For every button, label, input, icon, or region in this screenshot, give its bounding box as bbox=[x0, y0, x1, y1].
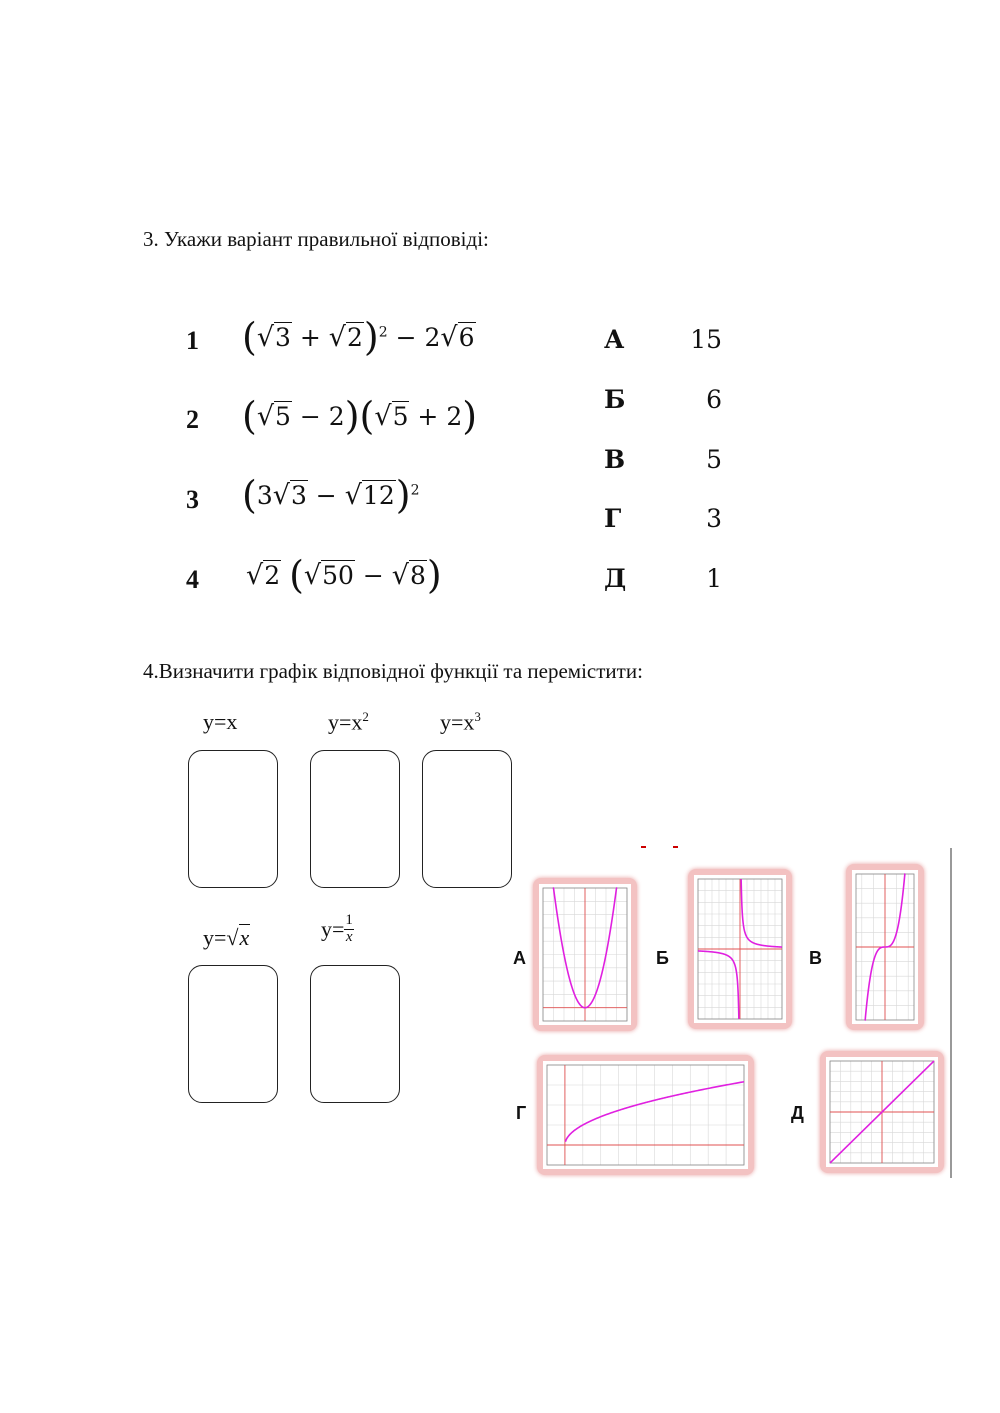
drop-zone-reciprocal[interactable] bbox=[310, 965, 400, 1103]
fraction-numerator: 1 bbox=[345, 912, 353, 928]
function-label-cube bbox=[440, 709, 481, 735]
expression-1: $(√3 + √2)^2 - 2√6$ bbox=[242, 315, 475, 359]
graph-label-b: Б bbox=[656, 948, 669, 968]
function-label-square bbox=[328, 709, 369, 735]
question-number-3: 3 bbox=[186, 485, 199, 514]
question-number-2: 2 bbox=[186, 405, 199, 434]
graph-tile-linear[interactable] bbox=[820, 1051, 944, 1173]
graph-label-v: В bbox=[809, 948, 822, 968]
graph-cubic bbox=[852, 870, 918, 1024]
answer-value-d: 1 bbox=[706, 564, 722, 593]
answer-letter-a: А bbox=[604, 325, 625, 354]
graph-label-g: Г bbox=[516, 1103, 527, 1123]
function-label-reciprocal bbox=[321, 913, 354, 946]
graph-hyperbola bbox=[694, 875, 786, 1023]
stray-mark bbox=[641, 846, 646, 848]
graph-tile-sqrt[interactable] bbox=[537, 1055, 754, 1175]
divider-line bbox=[950, 848, 952, 1178]
exponent-3: 3 bbox=[474, 709, 481, 724]
function-label-sqrt: y=√x bbox=[203, 925, 250, 950]
drop-zone-linear[interactable] bbox=[188, 750, 278, 888]
plot-frame bbox=[547, 1065, 744, 1165]
graph-parabola bbox=[539, 884, 631, 1025]
stray-mark bbox=[673, 846, 678, 848]
graph-linear bbox=[826, 1057, 938, 1167]
function-base-square: y=x bbox=[328, 709, 363, 735]
question-number-4: 4 bbox=[186, 565, 199, 594]
answer-value-v: 5 bbox=[706, 445, 722, 474]
answer-value-a: 15 bbox=[690, 325, 722, 354]
answer-value-b: 6 bbox=[706, 385, 722, 414]
drop-zone-sqrt[interactable] bbox=[188, 965, 278, 1103]
answer-value-g: 3 bbox=[706, 504, 722, 533]
answer-letter-b: Б bbox=[604, 385, 626, 414]
graph-label-a: А bbox=[513, 948, 526, 968]
expression-3: $(3√3 - √12)^2$ bbox=[242, 473, 420, 517]
function-label-linear: y=x bbox=[203, 709, 238, 734]
drop-zone-cube[interactable] bbox=[422, 750, 512, 888]
graph-tile-hyperbola[interactable] bbox=[688, 869, 792, 1029]
answer-letter-g: Г bbox=[604, 504, 622, 533]
function-base-sqrt: y= bbox=[203, 925, 227, 950]
exponent-2: 2 bbox=[362, 709, 369, 724]
drop-zone-square[interactable] bbox=[310, 750, 400, 888]
fraction-denominator: x bbox=[345, 928, 353, 945]
graph-tile-cubic[interactable] bbox=[846, 864, 924, 1030]
sqrt-variable: x bbox=[239, 925, 250, 950]
graph-tile-parabola[interactable] bbox=[533, 878, 637, 1031]
question-number-1: 1 bbox=[186, 326, 199, 355]
answer-letter-v: В bbox=[604, 445, 626, 474]
graph-label-d: Д bbox=[791, 1103, 804, 1123]
function-base-reciprocal: y= bbox=[321, 916, 345, 942]
function-base-cube: y=x bbox=[440, 709, 475, 735]
task3-title: 3. Укажи варіант правильної відповіді: bbox=[143, 227, 489, 251]
expression-4: √2 (√50 − √8) bbox=[246, 553, 442, 597]
task4-title: 4.Визначити графік відповідної функції та перемістити: bbox=[143, 659, 643, 683]
expression-2: (√5 − 2)(√5 + 2) bbox=[242, 394, 478, 438]
graph-sqrt bbox=[543, 1061, 748, 1169]
answer-letter-d: Д bbox=[604, 564, 627, 593]
